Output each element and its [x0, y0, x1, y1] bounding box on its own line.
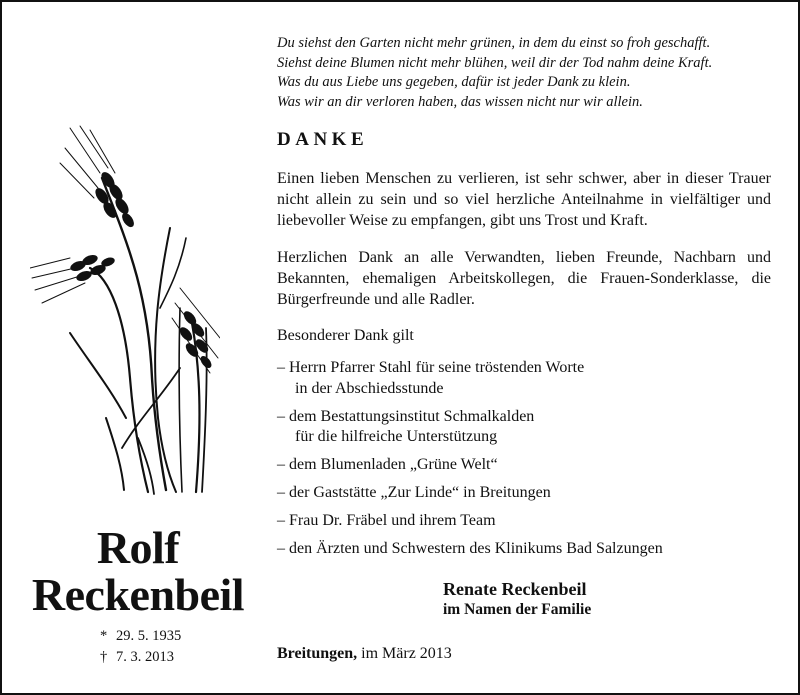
heading-danke: DANKE: [277, 129, 369, 150]
special-thanks-lead: Besonderer Dank gilt: [277, 327, 414, 344]
list-item-line: – dem Blumenladen „Grüne Welt“: [277, 455, 777, 476]
list-item-line: – Frau Dr. Fräbel und ihrem Team: [277, 511, 777, 532]
death-date-row: [100, 647, 181, 668]
thanks-paragraph: Herzlichen Dank an alle Verwandten, lieben Freunde, Nachbarn und Bekannten, ehemaligen Arbeitskollegen, die Frauen-Sonderklasse, die Bürgerfreunde und alle Radler.: [277, 249, 771, 308]
signature-subtitle: im Namen der Familie: [443, 601, 592, 618]
poem-line: Was du aus Liebe uns gegeben, dafür ist jeder Dank zu klein.: [277, 74, 631, 90]
poem-line: Siehst deine Blumen nicht mehr blühen, weil dir der Tod nahm deine Kraft.: [277, 54, 713, 71]
list-item: [277, 407, 777, 448]
place-town: Breitungen,: [277, 645, 358, 662]
list-item-line: – dem Bestattungsinstitut Schmalkalden: [277, 407, 777, 428]
signature: [443, 579, 591, 620]
wheat-ears-icon: [30, 118, 220, 498]
list-item-line: für die hilfreiche Unterstützung: [295, 428, 498, 445]
list-item-line: – der Gaststätte „Zur Linde“ in Breitungen: [277, 483, 777, 504]
birth-date: 29. 5. 1935: [116, 628, 182, 644]
deceased-first-name: Rolf: [96, 522, 180, 573]
list-item: [277, 455, 777, 476]
list-item: [277, 358, 777, 399]
list-item-line: in der Abschiedsstunde: [295, 379, 444, 397]
poem-line: Was wir an dir verloren haben, das wissen nicht nur wir allein.: [277, 93, 643, 110]
thanks-paragraph: Einen lieben Menschen zu verlieren, ist sehr schwer, aber in dieser Trauer nicht allein zu sein und so viel herzliche Anteilnahme in vielfältiger und liebevoller Weise zu empfangen, gibt uns Trost und Kraft.: [277, 170, 771, 229]
death-symbol: †: [100, 648, 108, 665]
list-item: [277, 511, 777, 532]
deceased-last-name: Reckenbeil: [31, 569, 245, 620]
special-thanks-list: [277, 358, 777, 567]
signature-name: Renate Reckenbeil: [443, 579, 587, 599]
list-item: [277, 539, 777, 560]
poem-line: Du siehst den Garten nicht mehr grünen, in dem du einst so froh geschafft.: [277, 35, 711, 51]
place-month: im März 2013: [361, 645, 452, 662]
list-item-line: – den Ärzten und Schwestern des Klinikums Bad Salzungen: [277, 539, 777, 560]
birth-date-row: [100, 626, 181, 647]
poem: [277, 34, 787, 112]
list-item-line: – Herrn Pfarrer Stahl für seine tröstenden Worte: [277, 358, 777, 379]
list-item: [277, 483, 777, 504]
birth-symbol: *: [100, 628, 108, 644]
death-date: 7. 3. 2013: [116, 648, 174, 665]
life-dates: [100, 626, 181, 667]
place-date: [277, 645, 452, 663]
